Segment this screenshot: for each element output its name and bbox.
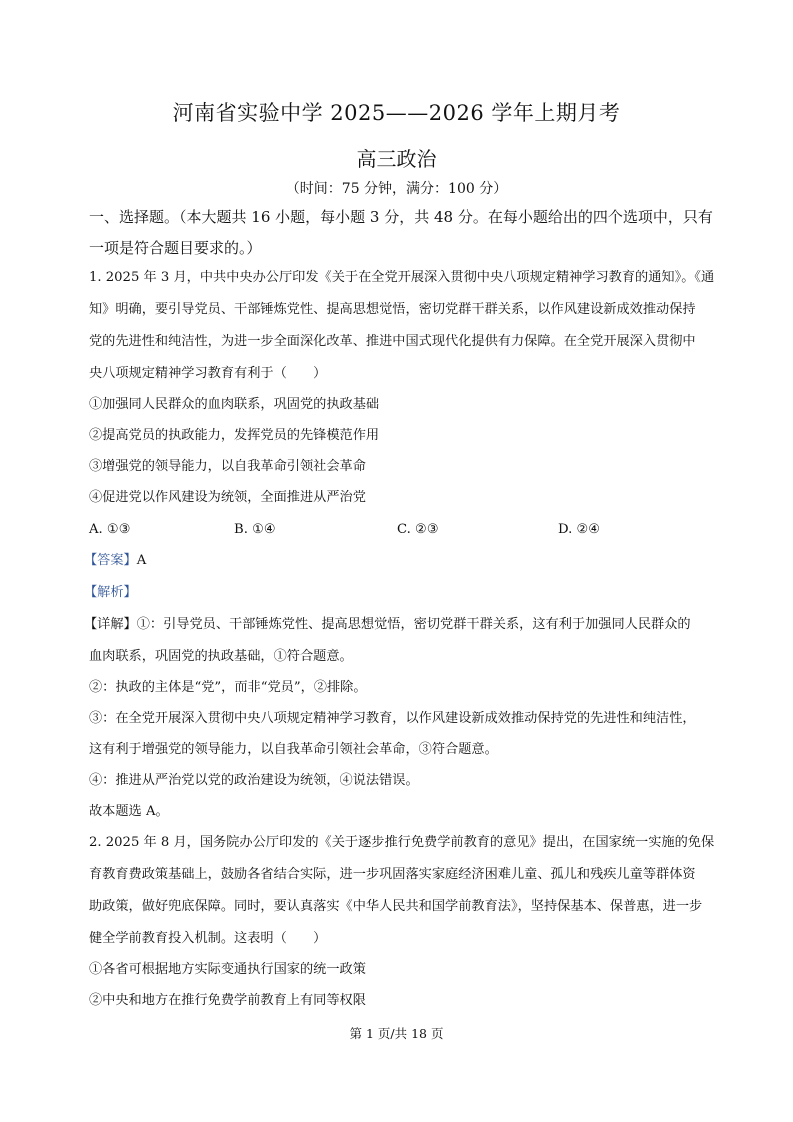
section-instructions-line2: 一项是符合题目要求的。） (89, 239, 262, 257)
page-number: 第 1 页/共 18 页 (349, 1026, 444, 1041)
q1-option-a: A. ①③ (89, 522, 131, 537)
q1-detail-line: 这有利于增强党的领导能力，以自我革命引领社会革命，③符合题意。 (89, 742, 498, 757)
q1-detail-line (84, 616, 691, 634)
answer-tag: 【答案】 (84, 553, 137, 568)
q1-item: ④促进党以作风建设为统领，全面推进从严治党 (89, 490, 366, 505)
q1-detail-line: ④：推进从严治党以党的政治建设为统领，④说法错误。 (89, 773, 419, 788)
section-instructions-line1: 一、选择题。（本大题共 16 小题，每小题 3 分，共 48 分。在每小题给出的四个选项中，只有 (89, 208, 713, 226)
q2-stem-line: 2. 2025 年 8 月，国务院办公厅印发的《关于逐步推行免费学前教育的意见》提出，在国家统一实施的免保 (89, 835, 715, 850)
q1-option-d: D. ②④ (558, 522, 601, 537)
q2-stem-line: 育教育费政策基础上，鼓励各省结合实际，进一步巩固落实家庭经济困难儿童、孤儿和残疾儿童等群体资 (89, 867, 696, 882)
q1-answer (84, 552, 146, 570)
q1-stem-line: 党的先进性和纯洁性，为进一步全面深化改革、推进中国式现代化提供有力保障。在全党开展深入贯彻中 (89, 334, 696, 349)
q2-stem-line: 助政策，做好兜底保障。同时，要认真落实《中华人民共和国学前教育法》，坚持保基本、保普惠，进一步 (89, 899, 703, 914)
analysis-tag: 【解析】 (84, 585, 137, 600)
q1-item: ③增强党的领导能力，以自我革命引领社会革命 (89, 459, 366, 474)
q1-item: ②提高党员的执政能力，发挥党员的先锋模范作用 (89, 428, 380, 443)
detail-tag: 【详解】 (84, 617, 137, 632)
q1-detail-line: 故本题选 A。 (89, 804, 169, 819)
q1-detail-line: ③：在全党开展深入贯彻中央八项规定精神学习教育，以作风建设新成效推动保持党的先进性和纯洁性， (89, 711, 696, 726)
time-info: （时间：75 分钟，满分：100 分） (285, 181, 508, 197)
q1-option-c: C. ②③ (397, 522, 439, 537)
answer-value: A (136, 553, 147, 568)
subject-title: 高三政治 (356, 147, 437, 171)
q1-detail-line: 血肉联系，巩固党的执政基础，①符合题意。 (89, 649, 353, 664)
q1-item: ①加强同人民群众的血肉联系，巩固党的执政基础 (89, 397, 380, 412)
q1-detail-line: ②：执政的主体是“党”，而非“党员”，②排除。 (89, 680, 367, 695)
q1-option-b: B. ①④ (234, 522, 276, 537)
q1-stem-line: 1. 2025 年 3 月，中共中央办公厅印发《关于在全党开展深入贯彻中央八项规定精神学习教育的通知》。《通 (89, 270, 715, 285)
exam-title: 河南省实验中学 2025——2026 学年上期月考 (172, 101, 621, 125)
q2-item: ②中央和地方在推行免费学前教育上有同等权限 (89, 993, 366, 1008)
q2-item: ①各省可根据地方实际变通执行国家的统一政策 (89, 962, 366, 977)
detail-text: ①：引导党员、干部锤炼党性、提高思想觉悟，密切党群干群关系，这有利于加强同人民群众的 (136, 617, 691, 632)
q1-stem-line: 央八项规定精神学习教育有利于（ ） (89, 366, 327, 381)
q1-stem-line: 知》明确，要引导党员、干部锤炼党性、提高思想觉悟，密切党群干群关系，以作风建设新成效推动保持 (89, 302, 696, 317)
q2-stem-line: 健全学前教育投入机制。这表明（ ） (89, 931, 327, 946)
